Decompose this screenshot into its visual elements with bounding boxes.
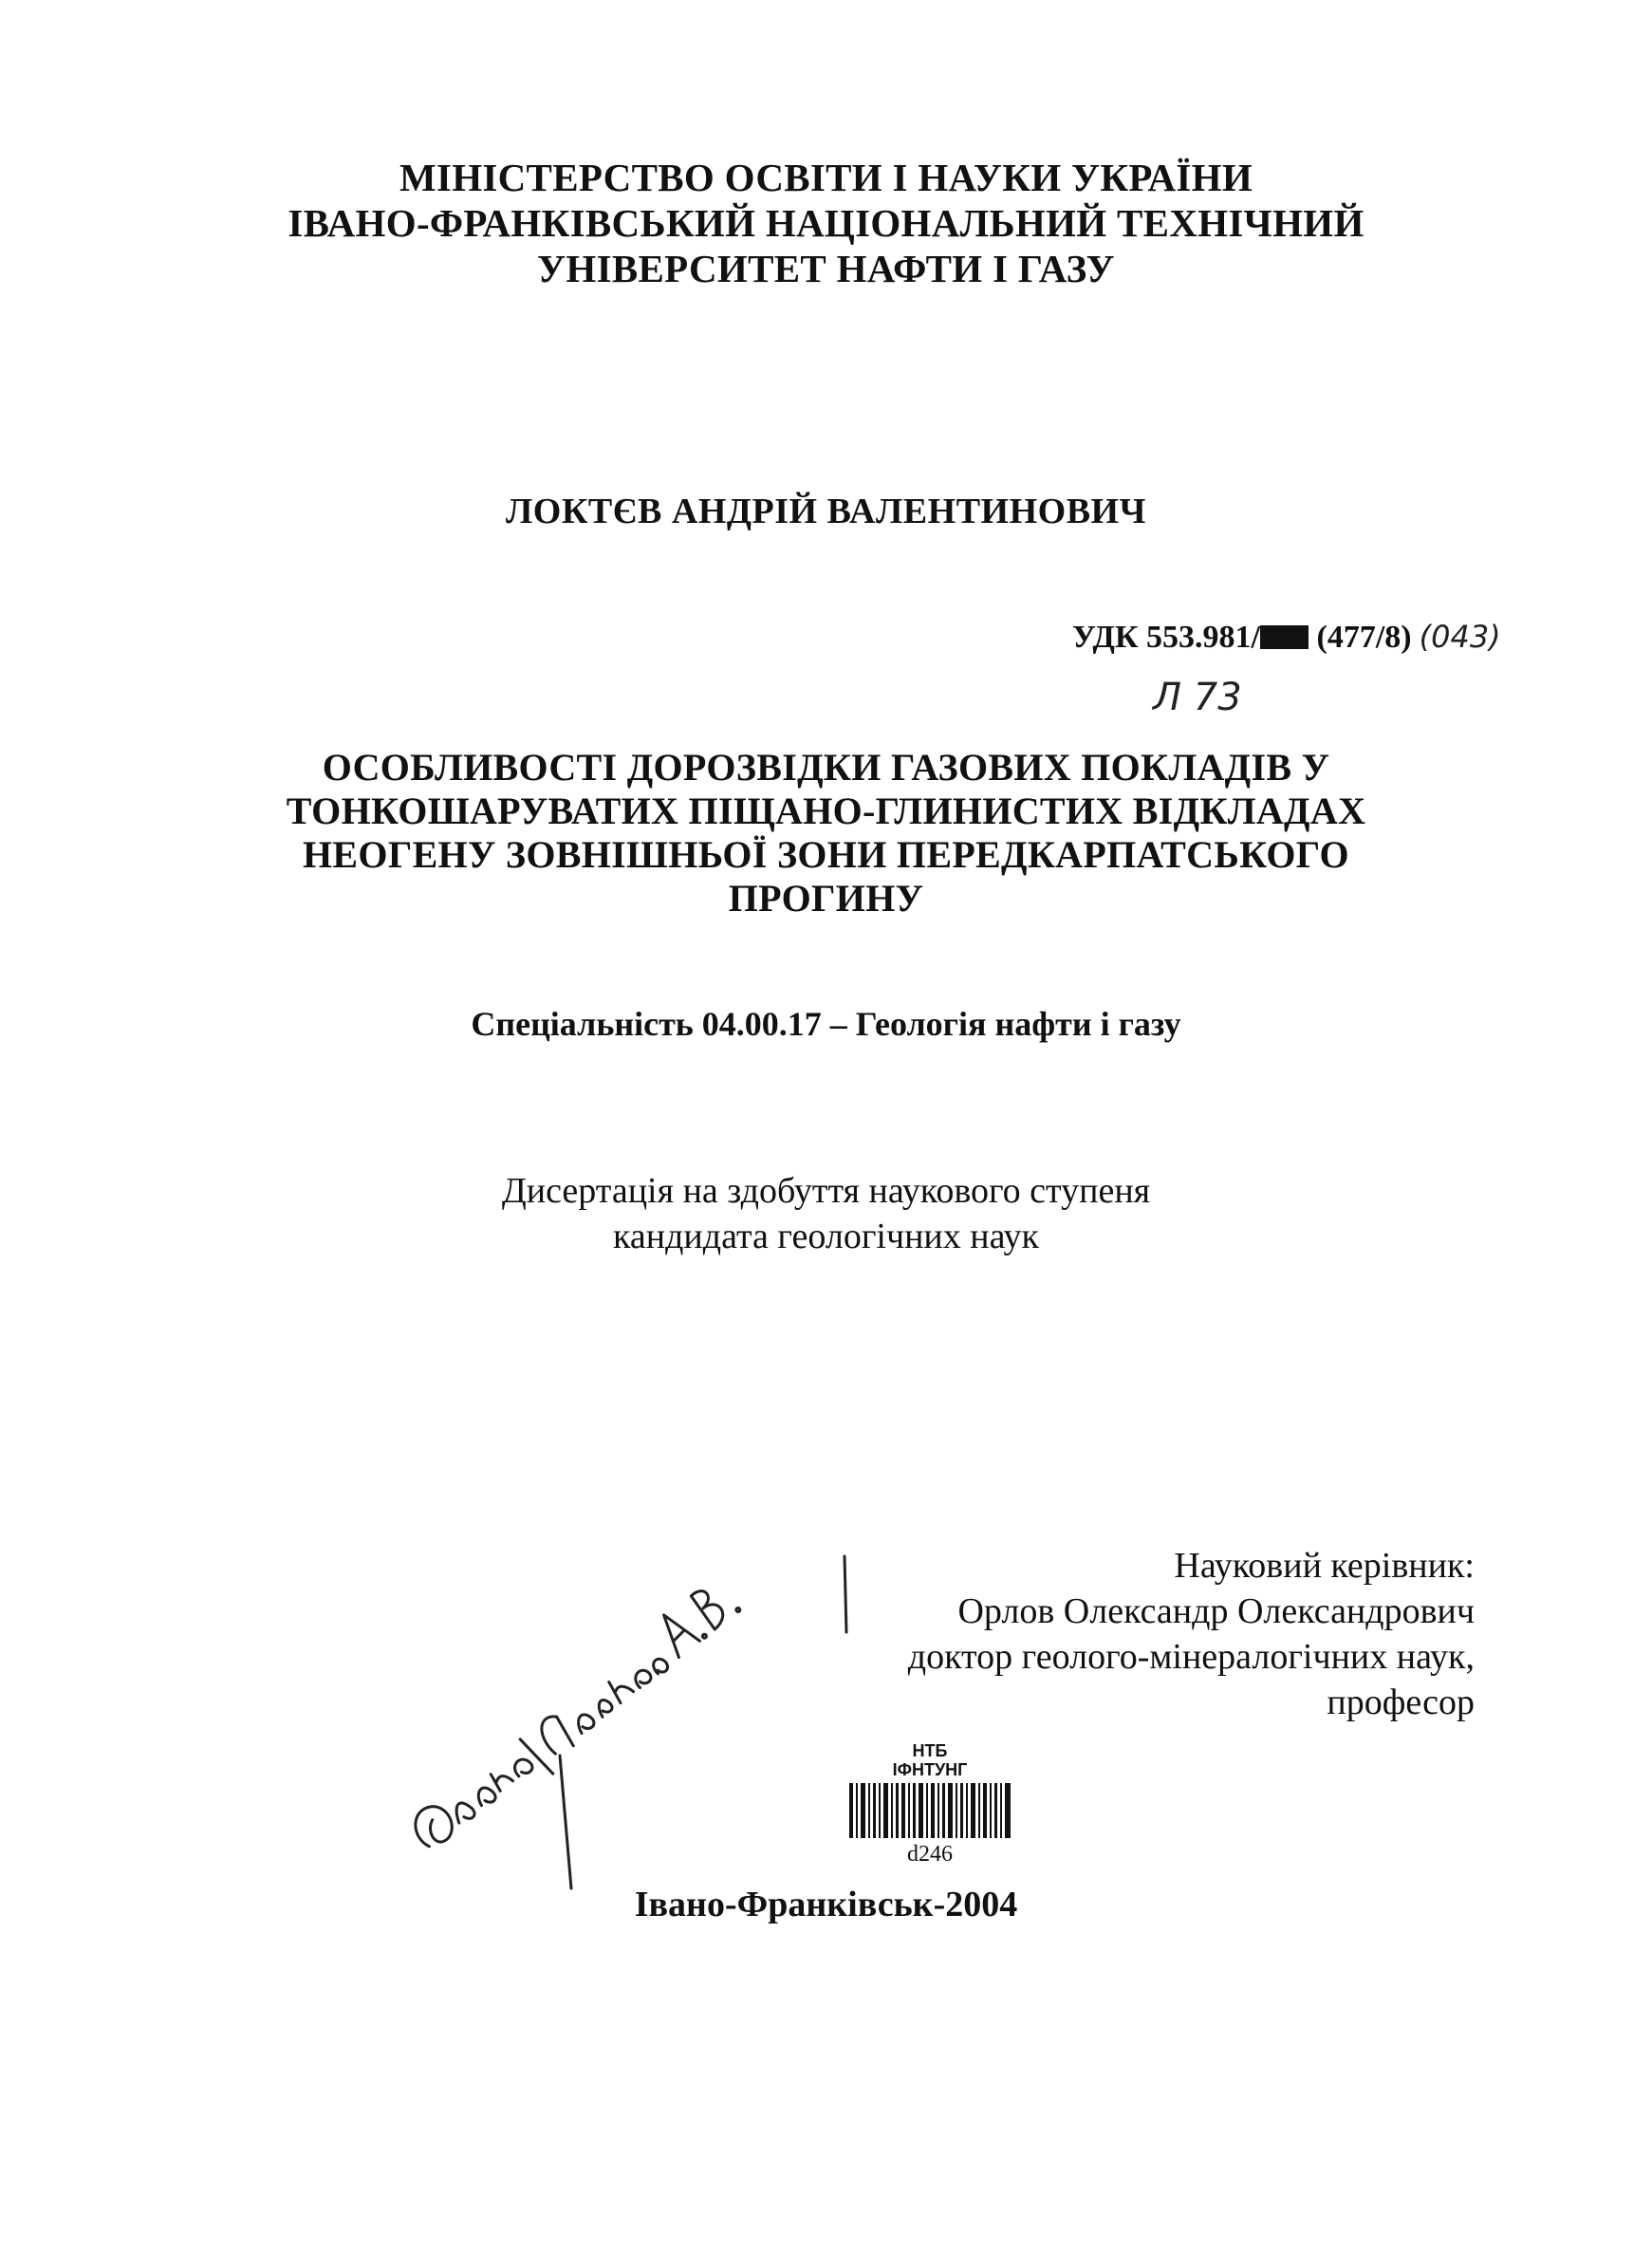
ministry-title: МІНІСТЕРСТВО ОСВІТИ І НАУКИ УКРАЇНИ [399,156,1253,199]
university-title-line-1: ІВАНО-ФРАНКІВСЬКИЙ НАЦІОНАЛЬНИЙ ТЕХНІЧНИЙ [288,201,1364,245]
dissertation-line-1: Дисертація на здобуття наукового ступеня [501,1171,1151,1211]
library-inventory-number: d246 [907,1842,953,1867]
barcode [849,1783,1011,1838]
udc-handwritten-code: Л 73 [1153,676,1242,719]
library-stamp [849,1741,1011,1868]
dissertation-line-2: кандидата геологічних наук [613,1217,1039,1256]
library-stamp-line-1: НТБ [912,1741,948,1760]
specialty: Спеціальність 04.00.17 – Геологія нафти і газу [471,1005,1181,1043]
thesis-title-line-2: ТОНКОШАРУВАТИХ ПІЩАНО-ГЛИНИСТИХ ВІДКЛАДАХ [286,790,1366,832]
thesis-title-line-1: ОСОБЛИВОСТІ ДОРОЗВІДКИ ГАЗОВИХ ПОКЛАДІВ У [322,746,1330,789]
city-year: Івано-Франківськ-2004 [634,1885,1018,1924]
supervisor-name: Орлов Олександр Олександрович [957,1591,1475,1631]
udc-overstruck [1260,620,1309,655]
udc-line [1072,619,1501,656]
thesis-title-line-4: ПРОГИНУ [728,877,924,920]
supervisor-degree: доктор геолого-мінералогічних наук, [907,1637,1475,1677]
university-title-line-2: УНІВЕРСИТЕТ НАФТИ І ГАЗУ [537,247,1115,290]
thesis-title-line-3: НЕОГЕНУ ЗОВНІШНЬОЇ ЗОНИ ПЕРЕДКАРПАТСЬКОГО [303,833,1349,876]
udc-handwritten-tail: (043) [1419,619,1501,655]
udc-printed: УДК 553.981/ [1072,620,1261,655]
signature [399,1518,892,1898]
supervisor-label: Науковий керівник: [1174,1546,1475,1586]
library-stamp-line-2: ІФНТУНГ [892,1760,968,1779]
udc-printed-tail: (477/8) [1309,620,1412,655]
author-name: ЛОКТЄВ АНДРІЙ ВАЛЕНТИНОВИЧ [505,492,1146,531]
supervisor-rank: професор [1327,1682,1475,1722]
